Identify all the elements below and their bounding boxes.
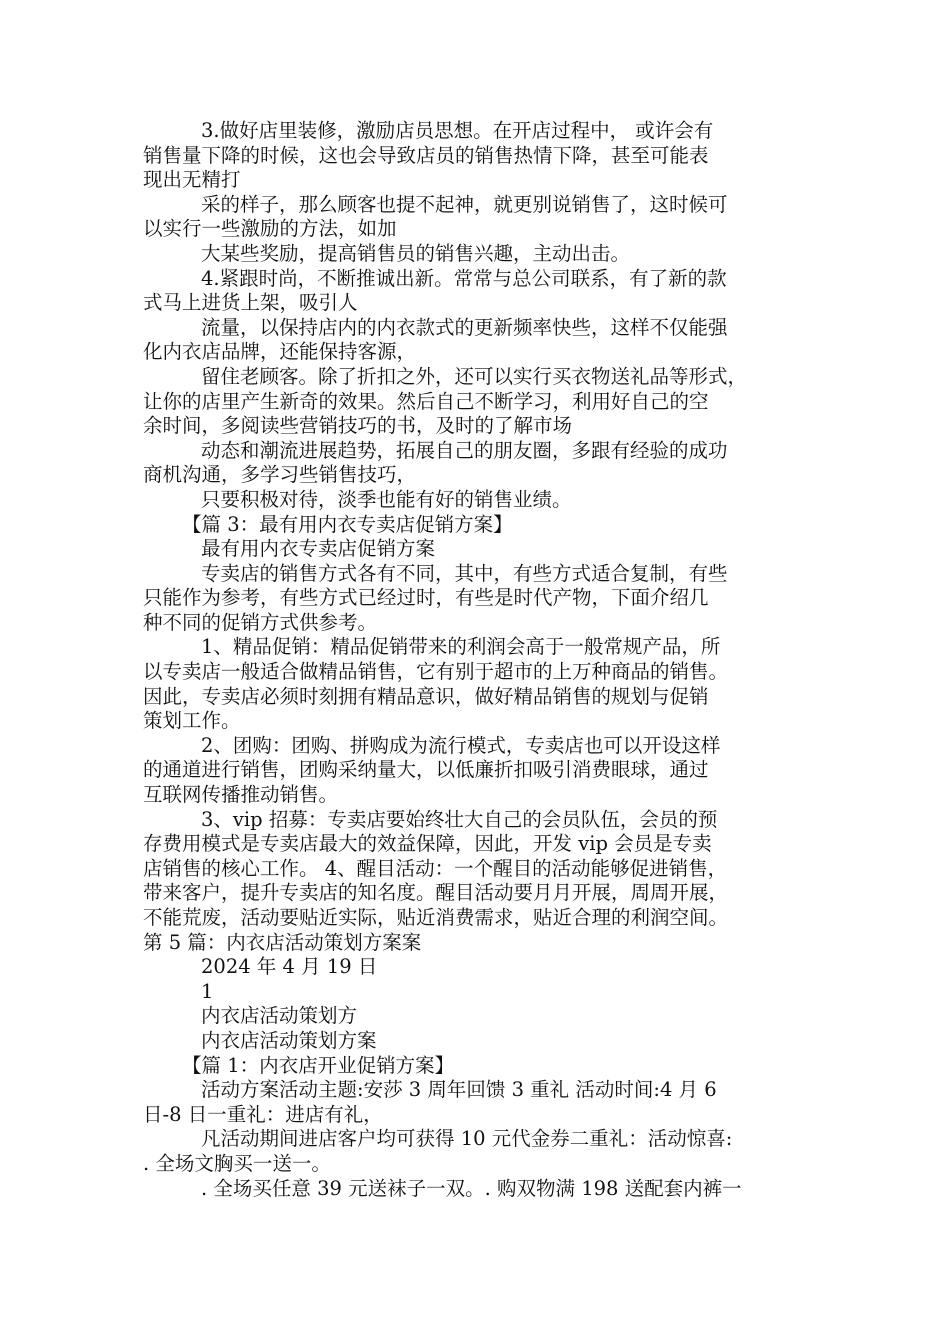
text-line: 最有用内衣专卖店促销方案	[201, 537, 436, 561]
text-line: . 全场买任意 39 元送袜子一双。. 购双物满 198 送配套内裤一	[201, 1176, 742, 1200]
text-line: 2、团购：团购、拼购成为流行模式，专卖店也可以开设这样	[201, 733, 721, 757]
text-line: 第 5 篇：内衣店活动策划方案案	[143, 930, 422, 954]
text-line: 销售量下降的时候，这也会导致店员的销售热情下降，甚至可能表	[143, 143, 709, 167]
document-body	[143, 119, 825, 1201]
text-line: 1	[201, 979, 214, 1003]
text-line: 活动方案活动主题:安莎 3 周年回馈 3 重礼 活动时间:4 月 6	[201, 1078, 717, 1102]
text-line: 策划工作。	[143, 709, 241, 733]
text-line: 存费用模式是专卖店最大的效益保障，因此，开发 vip 会员是专卖	[143, 832, 712, 856]
text-line: 现出无精打	[143, 168, 241, 192]
text-line: 以专卖店一般适合做精品销售，它有别于超市的上万种商品的销售。	[143, 660, 729, 684]
text-line: 互联网传播推动销售。	[143, 783, 339, 807]
text-line: 流量，以保持店内的内衣款式的更新频率快些，这样不仅能强	[201, 315, 728, 339]
text-line: 只能作为参考，有些方式已经过时，有些是时代产物，下面介绍几	[143, 586, 709, 610]
text-line: 内衣店活动策划方	[201, 1004, 358, 1028]
text-line: 【篇 1：内衣店开业促销方案】	[182, 1053, 455, 1077]
text-line: 大某些奖励，提高销售员的销售兴趣，主动出击。	[201, 241, 631, 265]
text-line: 余时间，多阅读些营销技巧的书，及时的了解市场	[143, 414, 573, 438]
text-line: . 全场文胸买一送一。	[143, 1151, 331, 1175]
text-line: 带来客户，提升专卖店的知名度。醒目活动要月月开展，周周开展，	[143, 881, 729, 905]
text-line: 店销售的核心工作。 4、醒目活动：一个醒目的活动能够促进销售，	[143, 856, 728, 880]
text-line: 以实行一些激励的方法，如加	[143, 217, 397, 241]
text-line: 让你的店里产生新奇的效果。然后自己不断学习，利用好自己的空	[143, 389, 709, 413]
text-line: 3.做好店里装修，激励店员思想。在开店过程中， 或许会有	[201, 119, 714, 142]
text-line: 【篇 3：最有用内衣专卖店促销方案】	[182, 512, 513, 536]
text-line: 3、vip 招募：专卖店要始终壮大自己的会员队伍，会员的预	[201, 807, 718, 831]
text-line: 因此，专卖店必须时刻拥有精品意识，做好精品销售的规划与促销	[143, 684, 709, 708]
text-line: 只要积极对待，淡季也能有好的销售业绩。	[201, 487, 572, 511]
text-line: 2024 年 4 月 19 日	[201, 955, 378, 979]
text-line: 动态和潮流进展趋势，拓展自己的朋友圈，多跟有经验的成功	[201, 438, 728, 462]
text-line: 留住老顾客。除了折扣之外，还可以实行买衣物送礼品等形式，	[201, 364, 748, 388]
text-line: 式马上进货上架，吸引人	[143, 291, 358, 315]
text-line: 凡活动期间进店客户均可获得 10 元代金券二重礼：活动惊喜:	[201, 1127, 733, 1151]
text-line: 1、精品促销：精品促销带来的利润会高于一般常规产品，所	[201, 635, 721, 659]
text-line: 内衣店活动策划方案	[201, 1028, 377, 1052]
text-line: 的通道进行销售，团购采纳量大，以低廉折扣吸引消费眼球，通过	[143, 758, 709, 782]
text-line: 种不同的促销方式供参考。	[143, 610, 378, 634]
text-line: 化内衣店品牌，还能保持客源，	[143, 340, 417, 364]
text-line: 4.紧跟时尚，不断推诚出新。常常与总公司联系，有了新的款	[201, 266, 727, 290]
text-line: 商机沟通，多学习些销售技巧，	[143, 463, 417, 487]
text-line: 专卖店的销售方式各有不同，其中，有些方式适合复制，有些	[201, 561, 728, 585]
text-line: 日-8 日一重礼：进店有礼，	[143, 1102, 383, 1126]
text-line: 采的样子，那么顾客也提不起神，就更别说销售了，这时候可	[201, 192, 728, 216]
text-line: 不能荒废，活动要贴近实际，贴近消费需求，贴近合理的利润空间。	[143, 906, 729, 929]
